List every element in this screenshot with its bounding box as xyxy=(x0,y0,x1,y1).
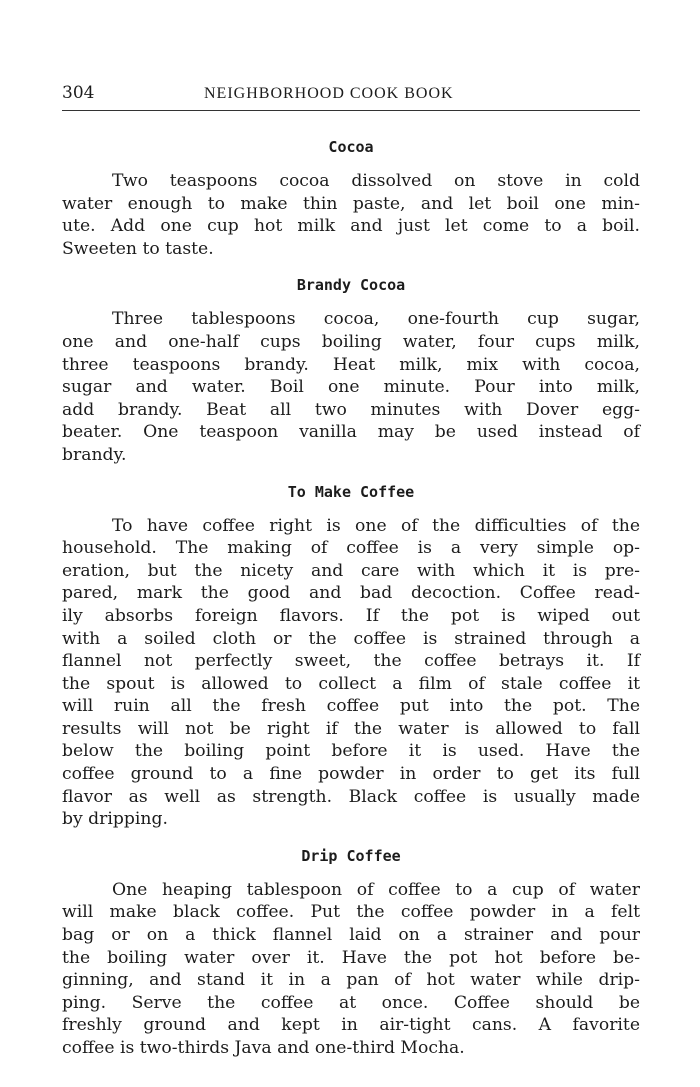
text-line: ginning, and stand it in a pan of hot water while drip- xyxy=(62,970,640,991)
recipe-brandy-cocoa xyxy=(62,274,640,466)
page-body xyxy=(62,136,640,1060)
text-line: freshly ground and kept in air-tight cans. A favorite xyxy=(62,1015,640,1036)
recipe-title: Brandy Cocoa xyxy=(296,276,406,295)
running-title: NEIGHBORHOOD COOK BOOK xyxy=(204,85,454,102)
text-line: sugar and water. Boil one minute. Pour into milk, xyxy=(62,377,640,398)
recipe-drip-coffee xyxy=(62,845,640,1060)
recipe-paragraph xyxy=(62,879,640,1060)
text-line: bag or on a thick flannel laid on a strainer and pour xyxy=(62,925,640,946)
text-line: Three tablespoons cocoa, one-fourth cup sugar, xyxy=(112,309,640,330)
text-line: household. The making of coffee is a very simple op- xyxy=(62,538,640,559)
text-line: Sweeten to taste. xyxy=(62,238,214,259)
text-line: ping. Serve the coffee at once. Coffee should be xyxy=(62,992,640,1013)
text-line: one and one-half cups boiling water, four cups milk, xyxy=(62,331,640,352)
text-line: coffee is two-thirds Java and one-third Mocha. xyxy=(62,1038,465,1058)
text-line: Two teaspoons cocoa dissolved on stove in cold xyxy=(112,171,640,191)
recipe-paragraph xyxy=(62,515,640,831)
text-line: beater. One teaspoon vanilla may be used instead of xyxy=(62,422,640,443)
text-line: below the boiling point before it is used. Have the xyxy=(62,741,640,762)
text-line: add brandy. Beat all two minutes with Dover egg- xyxy=(62,399,640,420)
text-line: ute. Add one cup hot milk and just let come to a boil. xyxy=(62,216,640,237)
recipe-cocoa xyxy=(62,136,640,260)
text-line: will make black coffee. Put the coffee powder in a felt xyxy=(62,902,640,923)
page-number: 304 xyxy=(62,83,95,103)
text-line: with a soiled cloth or the coffee is strained through a xyxy=(62,628,640,649)
text-line: flannel not perfectly sweet, the coffee betrays it. If xyxy=(62,651,640,672)
page-header xyxy=(62,80,640,111)
recipe-title: Cocoa xyxy=(328,138,374,156)
text-line: water enough to make thin paste, and let boil one min- xyxy=(62,193,640,214)
text-line: will ruin all the fresh coffee put into the pot. The xyxy=(62,696,640,717)
recipe-paragraph xyxy=(62,170,640,260)
text-line: One heaping tablespoon of coffee to a cup of water xyxy=(112,879,640,900)
text-line: coffee ground to a fine powder in order to get its full xyxy=(62,764,640,785)
text-line: pared, mark the good and bad decoction. Coffee read- xyxy=(62,583,640,604)
recipe-title: To Make Coffee xyxy=(287,482,415,501)
text-line: the spout is allowed to collect a film of stale coffee it xyxy=(62,673,640,694)
recipe-title: Drip Coffee xyxy=(301,846,401,865)
recipe-to-make-coffee xyxy=(62,481,640,831)
text-line: eration, but the nicety and care with which it is pre- xyxy=(62,560,640,581)
text-line: three teaspoons brandy. Heat milk, mix with cocoa, xyxy=(62,354,640,375)
text-line: the boiling water over it. Have the pot hot before be- xyxy=(62,947,640,968)
text-line: results will not be right if the water is allowed to fall xyxy=(62,718,640,739)
recipe-paragraph xyxy=(62,308,640,466)
text-line: flavor as well as strength. Black coffee is usually made xyxy=(62,786,640,807)
text-line: brandy. xyxy=(62,444,127,465)
text-line: ily absorbs foreign flavors. If the pot is wiped out xyxy=(62,605,640,626)
text-line: To have coffee right is one of the difficulties of the xyxy=(112,515,640,536)
text-line: by dripping. xyxy=(62,809,168,830)
